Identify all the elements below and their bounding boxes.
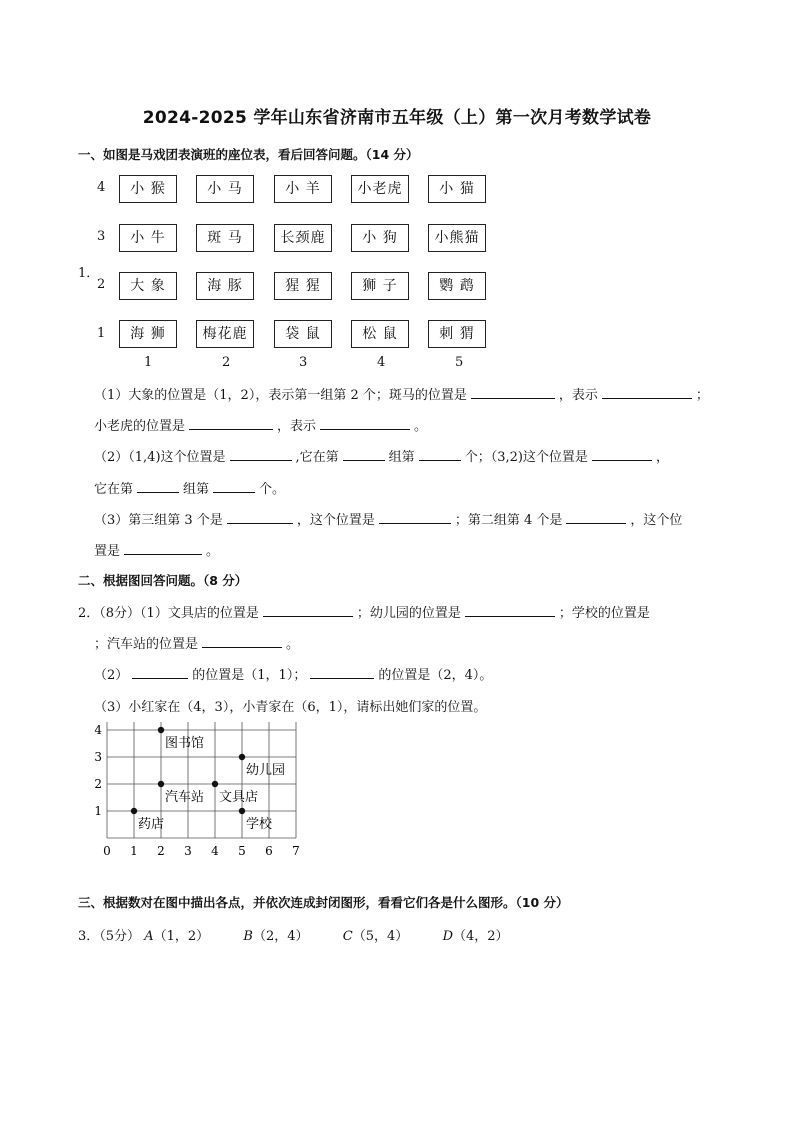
answer-blank[interactable] — [602, 386, 692, 399]
question-text: 组第 — [183, 482, 210, 497]
question-text: 小老虎的位置是 — [94, 419, 186, 434]
seat-column-label: 5 — [455, 355, 464, 370]
section-3-heading: 三、根据数对在图中描出各点，并依次连成封闭图形，看看它们各是什么图形。（10 分） — [78, 895, 569, 910]
seat-cell: 斑 马 — [196, 224, 254, 252]
seat-cell: 大 象 — [119, 272, 177, 300]
question-text: ； — [695, 388, 709, 403]
question-text: ，这个位 — [630, 513, 683, 528]
seat-cell: 梅花鹿 — [196, 320, 254, 348]
seat-cell: 刺 猬 — [428, 320, 486, 348]
map-point-label: 幼儿园 — [246, 763, 286, 778]
point-c-letter: C — [342, 929, 353, 944]
point-b-coord: （2，4） — [252, 929, 309, 944]
section-1-heading: 一、如图是马戏团表演班的座位表，看后回答问题。（14 分） — [78, 147, 419, 162]
question-text: ；幼儿园的位置是 — [356, 606, 461, 621]
answer-blank[interactable] — [202, 635, 282, 648]
question-2-line-4 — [94, 696, 486, 715]
answer-blank[interactable] — [379, 511, 451, 524]
question-text: （2） — [94, 668, 129, 683]
answer-blank[interactable] — [419, 448, 461, 461]
answer-blank[interactable] — [189, 417, 273, 430]
map-point-label: 汽车站 — [165, 790, 205, 805]
y-tick-label: 2 — [94, 777, 102, 791]
seat-cell: 小熊猫 — [428, 224, 486, 252]
seat-cell: 小 猫 — [428, 175, 486, 203]
seat-row-label: 2 — [97, 277, 106, 292]
question-2-line-2 — [94, 633, 299, 652]
point-a-coord: （1，2） — [153, 929, 210, 944]
map-point-label: 药店 — [138, 817, 165, 832]
page-title: 2024-2025 学年山东省济南市五年级（上）第一次月考数学试卷 — [142, 108, 652, 128]
y-tick-label: 3 — [94, 750, 102, 764]
question-text: 。 — [414, 419, 428, 434]
question-1-part-2-line-1 — [94, 446, 669, 465]
answer-blank[interactable] — [137, 480, 179, 493]
x-tick-label: 0 — [103, 844, 111, 858]
question-text: 个。 — [259, 482, 286, 497]
section-2-heading: 二、根据图回答问题。（8 分） — [78, 573, 248, 588]
y-tick-label: 1 — [94, 804, 102, 818]
seat-cell: 小 马 — [196, 175, 254, 203]
seat-cell: 狮 子 — [351, 272, 409, 300]
question-text: ，这个位置是 — [296, 513, 375, 528]
answer-blank[interactable] — [465, 604, 555, 617]
question-text: 2．（8分）（1）文具店的位置是 — [78, 606, 259, 621]
map-point — [212, 781, 218, 787]
question-text: 。 — [206, 544, 220, 559]
seat-column-label: 3 — [299, 355, 308, 370]
question-text: 的位置是（1，1）； — [192, 668, 307, 683]
map-point — [158, 727, 164, 733]
seat-cell: 猩 猩 — [274, 272, 332, 300]
question-text: ，表示 — [277, 419, 317, 434]
question-text: （3）第三组第 3 个是 — [94, 513, 223, 528]
seat-cell: 小老虎 — [351, 175, 409, 203]
seat-cell: 松 鼠 — [351, 320, 409, 348]
map-point — [239, 808, 245, 814]
point-d-coord: （4，2） — [453, 929, 509, 944]
answer-blank[interactable] — [310, 666, 374, 679]
x-tick-label: 2 — [157, 844, 165, 858]
point-a-letter: A — [144, 929, 154, 944]
x-tick-label: 1 — [130, 844, 138, 858]
x-tick-label: 5 — [238, 844, 246, 858]
question-text: 3．（5分） — [78, 929, 141, 944]
seat-cell: 小 牛 — [119, 224, 177, 252]
seat-row-label: 1 — [97, 326, 106, 341]
answer-blank[interactable] — [320, 417, 410, 430]
map-point — [239, 754, 245, 760]
seat-cell: 小 猴 — [119, 175, 177, 203]
answer-blank[interactable] — [566, 511, 626, 524]
question-text: 置是 — [94, 544, 121, 559]
answer-blank[interactable] — [471, 386, 555, 399]
map-point — [158, 781, 164, 787]
map-point-label: 学校 — [246, 817, 273, 832]
question-text: ,它在第 — [295, 450, 339, 465]
question-text: ， — [655, 450, 669, 465]
map-point — [131, 808, 137, 814]
seat-column-label: 4 — [377, 355, 386, 370]
x-tick-label: 7 — [292, 844, 300, 858]
answer-blank[interactable] — [263, 604, 353, 617]
seat-cell: 长颈鹿 — [274, 224, 332, 252]
map-points — [131, 727, 285, 832]
question-1-part-1-line-1 — [94, 384, 709, 403]
question-3-line-1 — [78, 925, 509, 944]
seat-cell: 袋 鼠 — [274, 320, 332, 348]
seat-cell: 小 狗 — [351, 224, 409, 252]
y-tick-label: 4 — [94, 723, 102, 737]
map-point-label: 文具店 — [219, 790, 259, 805]
x-tick-label: 4 — [211, 844, 219, 858]
answer-blank[interactable] — [227, 511, 293, 524]
seat-cell: 小 羊 — [274, 175, 332, 203]
question-text: ；第二组第 4 个是 — [454, 513, 563, 528]
question-text: 组第 — [388, 450, 415, 465]
map-point-label: 图书馆 — [165, 736, 205, 751]
question-text: 个；（3,2)这个位置是 — [464, 450, 588, 465]
question-1-part-2-line-2 — [94, 478, 285, 497]
seat-cell: 海 狮 — [119, 320, 177, 348]
answer-blank[interactable] — [592, 448, 652, 461]
answer-blank[interactable] — [230, 448, 292, 461]
question-text: 。 — [286, 637, 300, 652]
point-b-letter: B — [243, 929, 253, 944]
answer-blank[interactable] — [132, 666, 188, 679]
question-1-number: 1． — [78, 266, 100, 281]
answer-blank[interactable] — [124, 542, 202, 555]
question-text: 它在第 — [94, 482, 134, 497]
question-text: （3）小红家在（4，3），小青家在（6，1），请标出她们家的位置。 — [94, 700, 487, 715]
question-text: （1）大象的位置是（1，2），表示第一组第 2 个；斑马的位置是 — [94, 388, 467, 403]
question-text: （2）（1,4)这个位置是 — [94, 450, 226, 465]
location-map — [94, 722, 324, 882]
seat-column-label: 1 — [144, 355, 153, 370]
seat-column-label: 2 — [222, 355, 231, 370]
question-1-part-1-line-2 — [94, 415, 427, 434]
x-tick-label: 6 — [265, 844, 273, 858]
question-text: ；汽车站的位置是 — [94, 637, 199, 652]
question-1-part-3-line-2 — [94, 540, 219, 559]
point-d-letter: D — [442, 929, 454, 944]
seat-row-label: 4 — [97, 180, 106, 195]
answer-blank[interactable] — [343, 448, 385, 461]
question-text: 的位置是（2，4）。 — [378, 668, 493, 683]
question-2-line-3 — [94, 664, 492, 683]
seat-cell: 鹦 鹉 — [428, 272, 486, 300]
seat-row-label: 3 — [97, 229, 106, 244]
point-c-coord: （5，4） — [352, 929, 409, 944]
seat-cell: 海 豚 — [196, 272, 254, 300]
answer-blank[interactable] — [213, 480, 255, 493]
x-tick-label: 3 — [184, 844, 192, 858]
question-2-line-1 — [78, 602, 650, 621]
question-text: ；学校的位置是 — [558, 606, 650, 621]
question-text: ，表示 — [558, 388, 598, 403]
question-1-part-3-line-1 — [94, 509, 682, 528]
